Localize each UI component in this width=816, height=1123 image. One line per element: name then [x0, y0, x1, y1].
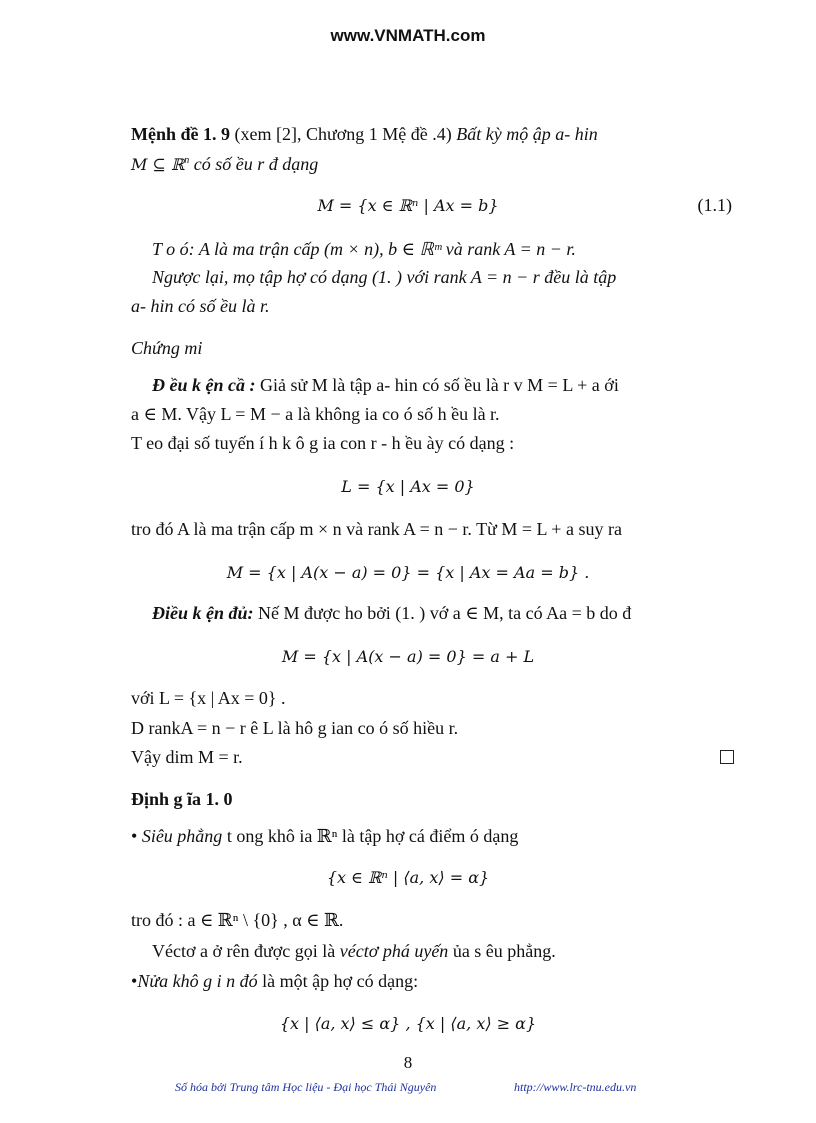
proposition-ref: (xem [2], Chương 1 Mệ đề .4) [234, 124, 452, 144]
equation-6: {x | ⟨a, x⟩ ≤ α} , {x | ⟨a, x⟩ ≥ α} [279, 1014, 537, 1033]
normal-vector-text-c: ủa s êu phẳng. [448, 941, 556, 961]
proposition-line-3: T o ó: A là ma trận cấp (m × n), b ∈ ℝᵐ và rank A = n − r. [152, 239, 576, 259]
normal-vector-text-a: Véctơ a ở rên được gọi là [152, 941, 340, 961]
proof-line-5: với L = {x | Ax = 0} . [131, 688, 286, 708]
proposition-line-5: a- hin có số ều là r. [131, 296, 270, 316]
proposition-line-2 [131, 150, 318, 176]
proof-line-3: T eo đại số tuyến í h k ô g ia con r - h ều ày có dạng : [131, 433, 515, 453]
equation-3-row [0, 561, 816, 584]
normal-vector-term: véctơ phá uyến [339, 941, 449, 961]
sufficient-text: Nế M được ho bởi (1. ) vớ a ∈ M, ta có Aa = b do đ [253, 603, 632, 623]
proof-line-4: tro đó A là ma trận cấp m × n và rank A = n − r. Từ M = L + a suy ra [131, 519, 622, 539]
proof-line-2: a ∈ M. Vậy L = M − a là không ia co ó số h ều là r. [131, 404, 500, 424]
definition-bullet-2 [131, 970, 418, 992]
proof-necessary-line [152, 374, 619, 396]
equation-2-row [0, 475, 816, 498]
proposition-stmt-2a: M ⊆ ℝ [131, 155, 185, 174]
necessary-label: Đ ều k ện cầ : [152, 375, 256, 395]
hyperplane-text: t ong khô ia ℝⁿ là tập hợ cá điểm ó dạng [222, 826, 519, 846]
equation-1-number: (1.1) [697, 195, 732, 215]
definition-line-2: tro đó : a ∈ ℝⁿ \ {0} , α ∈ ℝ. [131, 910, 344, 930]
halfspace-text: là một ập hợ có dạng: [257, 971, 419, 991]
proposition-stmt-2b: n [184, 155, 190, 166]
bullet-icon: • [131, 971, 138, 991]
hyperplane-label: Siêu phẳng [141, 826, 223, 846]
proposition-line-4: Ngược lại, mọ tập hợ có dạng (1. ) với rank A = n − r đều là tập [152, 267, 617, 287]
proof-title: Chứng mi [131, 338, 203, 358]
sufficient-label: Điều k ện đủ: [152, 603, 254, 623]
equation-1-row [0, 194, 816, 217]
proposition-line-1 [131, 123, 598, 145]
equation-5: {x ∈ ℝⁿ | ⟨a, x⟩ = α} [326, 868, 490, 887]
definition-title: Định g ĩa 1. 0 [131, 789, 233, 809]
page-number: 8 [403, 1053, 413, 1072]
halfspace-label: Nửa khô g i n đó [137, 971, 258, 991]
footer-url[interactable]: http://www.lrc-tnu.edu.vn [514, 1080, 637, 1094]
proposition-stmt-2c: có số ều r đ dạng [189, 154, 319, 174]
proof-sufficient-line [152, 602, 631, 624]
equation-2: L = {x | Ax = 0} [341, 477, 475, 496]
definition-bullet-1 [131, 825, 518, 847]
equation-6-row [0, 1012, 816, 1035]
equation-4: M = {x | A(x − a) = 0} = a + L [281, 647, 535, 666]
qed-square-icon [720, 750, 734, 764]
footer-source: Số hóa bởi Trung tâm Học liệu - Đại học Thái Nguyên [175, 1080, 437, 1094]
equation-5-row [0, 866, 816, 889]
necessary-text: Giả sử M là tập a- hin có số ều là r v M = L + a ới [255, 375, 619, 395]
bullet-icon: • [131, 826, 138, 846]
equation-3: M = {x | A(x − a) = 0} = {x | Ax = Aa = b} . [226, 563, 590, 582]
proof-line-7: Vậy dim M = r. [131, 747, 243, 767]
site-header: www.VNMATH.com [330, 26, 486, 45]
proposition-title: Mệnh đề 1. 9 [131, 124, 230, 144]
proposition-stmt-1: Bất kỳ mộ ập a- hin [456, 124, 598, 144]
proof-line-6: D rankA = n − r ê L là hô g ian co ó số hiều r. [131, 718, 459, 738]
equation-1: M = {x ∈ ℝⁿ | Ax = b} [317, 196, 499, 215]
definition-line-3 [152, 940, 556, 962]
equation-4-row [0, 645, 816, 668]
